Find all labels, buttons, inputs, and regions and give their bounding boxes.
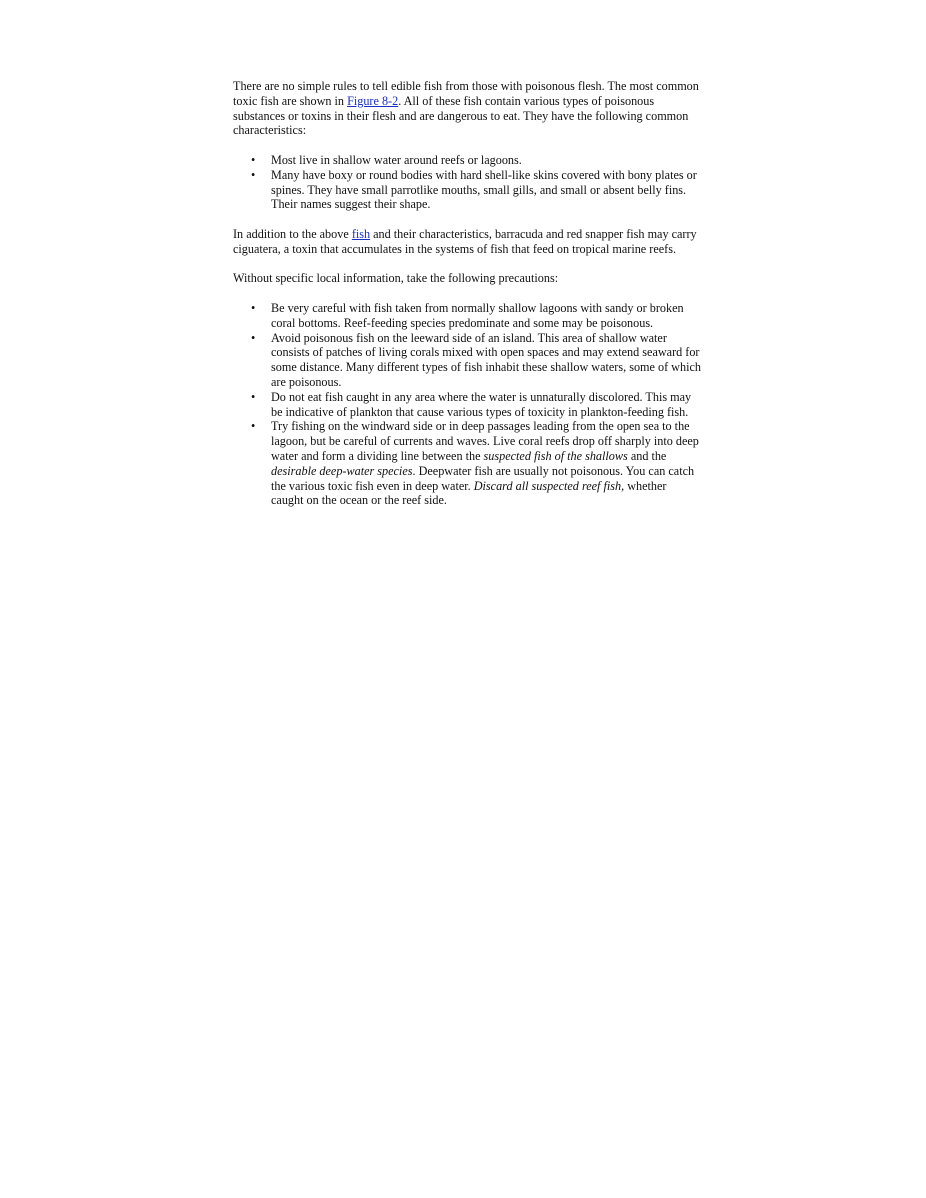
precautions-list <box>233 301 701 508</box>
precaution-text-3: . Deepwater fish are usually not poisonous. You can catch the various toxic fish even in deep water. <box>271 463 695 493</box>
addition-text-2: and their characteristics, barracuda and red snapper fish may carry ciguatera, a toxin that accumulates in the systems of fish that feed on tropical marine reefs. <box>233 226 697 256</box>
precaution-emphasis-3: Discard all suspected reef fish, <box>473 478 625 493</box>
precaution-text-2: and the <box>627 448 667 463</box>
list-item: • Many have boxy or round bodies with hard shell-like skins covered with bony plates or spines. They have small parrotlike mouths, small gills, and small or absent belly fins. Their names suggest their shape. <box>271 168 701 212</box>
document-page <box>233 79 701 523</box>
precaution-text-4: whether caught on the ocean or the reef side. <box>271 478 667 508</box>
fish-link[interactable]: fish <box>351 226 371 241</box>
list-item: • Most live in shallow water around reefs or lagoons. <box>271 153 701 168</box>
precaution-emphasis-1: suspected fish of the shallows <box>483 448 628 463</box>
list-item: • Avoid poisonous fish on the leeward side of an island. This area of shallow water consists of patches of living corals mixed with open spaces and may extend seaward for some distance. Many different types of fish inhabit these shallow waters, some of which are poisonous. <box>271 331 701 390</box>
list-item: • Be very careful with fish taken from normally shallow lagoons with sandy or broken coral bottoms. Reef-feeding species predominate and some may be poisonous. <box>271 301 701 331</box>
precaution-text-1: Try fishing on the windward side or in deep passages leading from the open sea to the lagoon, but be careful of currents and waves. Live coral reefs drop off sharply into deep water and form a dividing line between the <box>271 419 699 463</box>
precautions-intro: Without specific local information, take the following precautions: <box>233 271 559 286</box>
figure-8-2-link[interactable]: Figure 8-2 <box>347 93 399 108</box>
addition-text-1: In addition to the above <box>233 226 352 241</box>
list-item <box>271 419 701 508</box>
list-item: • Do not eat fish caught in any area where the water is unnaturally discolored. This may be indicative of plankton that cause various types of toxicity in plankton-feeding fish. <box>271 390 701 420</box>
addition-paragraph <box>233 227 701 257</box>
intro-paragraph <box>233 79 701 138</box>
characteristics-list <box>233 153 701 212</box>
precaution-emphasis-2: desirable deep-water species <box>271 463 413 478</box>
intro-text-1: There are no simple rules to tell edible fish from those with poisonous flesh. The most common toxic fish are shown in <box>233 79 699 108</box>
intro-text-2: . All of these fish contain various types of poisonous substances or toxins in their flesh and are dangerous to eat. They have the following common characteristics: <box>233 93 689 138</box>
